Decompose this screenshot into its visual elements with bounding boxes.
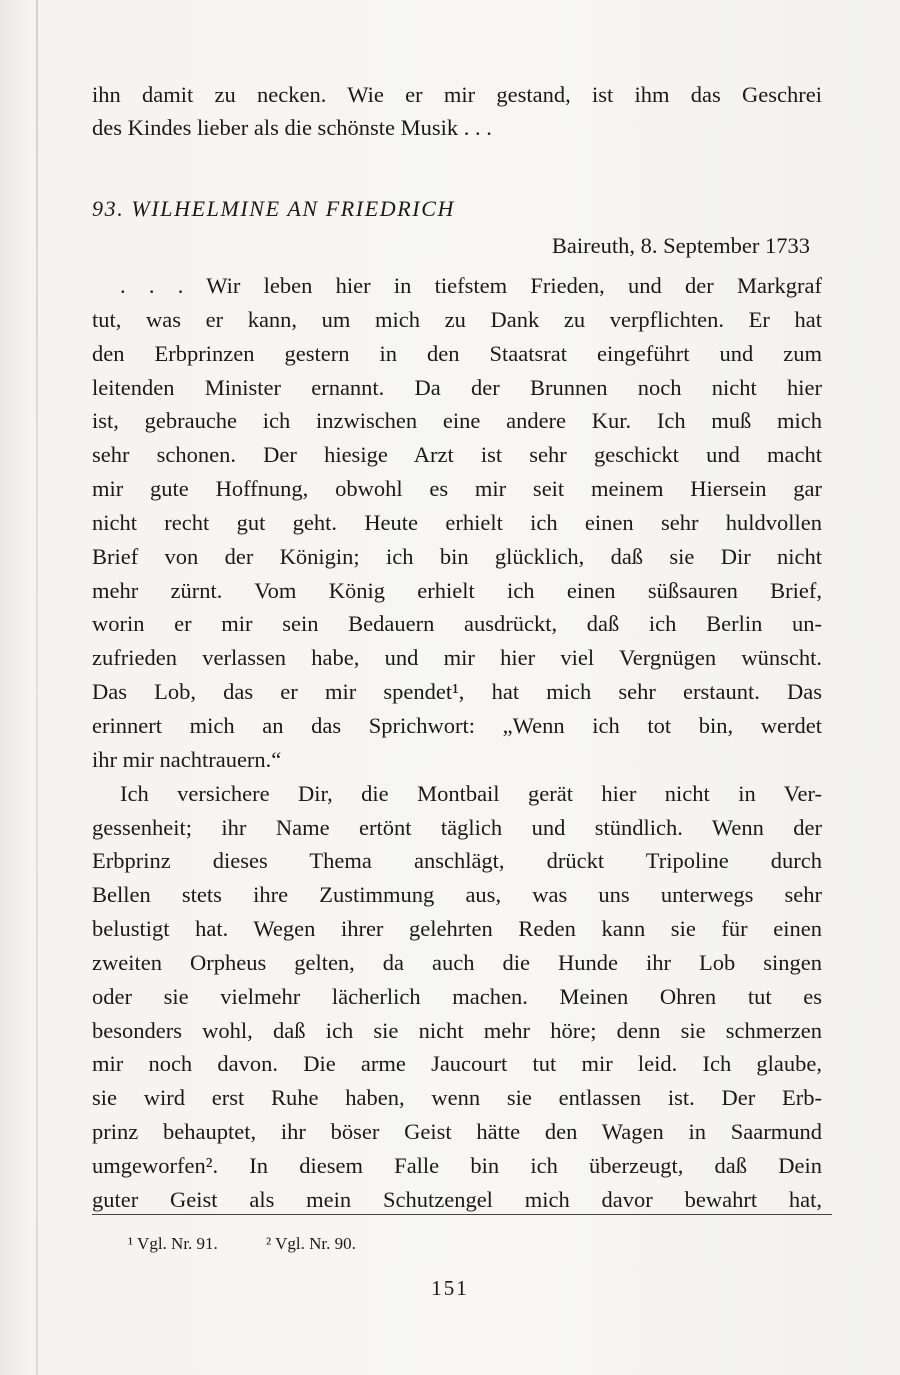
text-line: zweiten Orpheus gelten, da auch die Hunde ihr Lob singen — [92, 949, 822, 975]
page-spine-shadow — [36, 0, 38, 1375]
text-line: prinz behauptet, ihr böser Geist hätte den Wagen in Saarmund — [92, 1119, 822, 1145]
text-line: sie wird erst Ruhe haben, wenn sie entlassen ist. Der Erb- — [92, 1085, 822, 1111]
text-line: . . . Wir leben hier in tiefstem Frieden, und der Markgraf — [120, 273, 822, 298]
text-line: Das Lob, das er mir spendet¹, hat mich sehr erstaunt. Das — [92, 679, 822, 705]
text-line: mir noch davon. Die arme Jaucourt tut mir leid. Ich glaube, — [92, 1051, 822, 1077]
text-line: nicht recht gut geht. Heute erhielt ich einen sehr huldvollen — [92, 509, 822, 535]
text-line: den Erbprinzen gestern in den Staatsrat eingeführt und zum — [92, 340, 822, 366]
footnote-2: ² Vgl. Nr. 90. — [266, 1234, 356, 1253]
letter-heading: 93. WILHELMINE AN FRIEDRICH — [92, 196, 455, 221]
text-line: ihr mir nachtrauern.“ — [92, 746, 282, 772]
letter-dateline: Baireuth, 8. September 1733 — [551, 233, 810, 258]
text-line: des Kindes lieber als die schönste Musik . . . — [92, 115, 492, 141]
text-line: leitenden Minister ernannt. Da der Brunnen noch nicht hier — [92, 374, 822, 400]
text-line: Erbprinz dieses Thema anschlägt, drückt Tripoline durch — [92, 848, 822, 874]
text-line: Bellen stets ihre Zustimmung aus, was uns unterwegs sehr — [92, 882, 822, 908]
footnote-1: ¹ Vgl. Nr. 91. — [128, 1234, 218, 1253]
text-line: gessenheit; ihr Name ertönt täglich und stündlich. Wenn der — [92, 814, 822, 840]
footnotes — [128, 1232, 728, 1256]
text-line: besonders wohl, daß ich sie nicht mehr höre; denn sie schmerzen — [92, 1017, 822, 1043]
footnote-divider — [92, 1214, 832, 1215]
text-line: sehr schonen. Der hiesige Arzt ist sehr geschickt und macht — [92, 442, 822, 468]
letter-heading-block — [92, 194, 822, 224]
letter-body — [92, 269, 822, 1217]
text-line: belustigt hat. Wegen ihrer gelehrten Reden kann sie für einen — [92, 916, 822, 942]
text-line: umgeworfen². In diesem Falle bin ich überzeugt, daß Dein — [92, 1152, 822, 1178]
text-line: tut, was er kann, um mich zu Dank zu verpflichten. Er hat — [92, 306, 822, 332]
text-line: guter Geist als mein Schutzengel mich davor bewahrt hat, — [92, 1186, 822, 1212]
text-line: mehr zürnt. Vom König erhielt ich einen süßsauren Brief, — [92, 577, 822, 603]
text-line: worin er mir sein Bedauern ausdrückt, daß ich Berlin un- — [92, 611, 822, 637]
text-line: mir gute Hoffnung, obwohl es mir seit meinem Hiersein gar — [92, 476, 822, 502]
top-paragraph — [92, 78, 822, 144]
text-line: oder sie vielmehr lächerlich machen. Meinen Ohren tut es — [92, 983, 822, 1009]
text-line: erinnert mich an das Sprichwort: „Wenn ich tot bin, werdet — [92, 712, 822, 738]
text-line: Ich versichere Dir, die Montbail gerät hier nicht in Ver- — [120, 780, 822, 806]
text-line: ist, gebrauche ich inzwischen eine andere Kur. Ich muß mich — [92, 408, 822, 434]
text-line: ihn damit zu necken. Wie er mir gestand, ist ihm das Geschrei — [92, 82, 822, 107]
page-number: 151 — [431, 1276, 469, 1300]
text-line: Brief von der Königin; ich bin glücklich, daß sie Dir nicht — [92, 543, 822, 569]
text-line: zufrieden verlassen habe, und mir hier viel Vergnügen wünscht. — [92, 645, 822, 671]
